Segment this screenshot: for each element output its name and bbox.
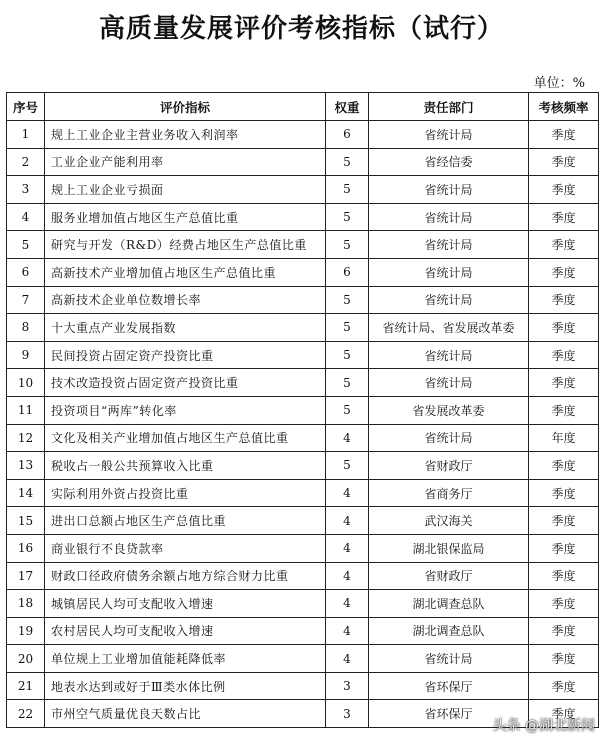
cell-dept: 省统计局 [369, 341, 529, 369]
table-row [7, 562, 599, 590]
cell-name: 市州空气质量优良天数占比 [45, 700, 326, 728]
cell-dept: 省统计局 [369, 231, 529, 259]
cell-freq: 季度 [529, 203, 599, 231]
cell-freq: 季度 [529, 452, 599, 480]
cell-dept: 省统计局、省发展改革委 [369, 314, 529, 342]
cell-freq: 季度 [529, 231, 599, 259]
cell-freq: 季度 [529, 645, 599, 673]
cell-freq: 季度 [529, 700, 599, 728]
cell-dept: 省财政厅 [369, 452, 529, 480]
cell-name: 商业银行不良贷款率 [45, 534, 326, 562]
cell-name: 研究与开发（R&D）经费占地区生产总值比重 [45, 231, 326, 259]
cell-weight: 4 [326, 424, 369, 452]
cell-num: 7 [7, 286, 45, 314]
cell-freq: 季度 [529, 534, 599, 562]
table-row [7, 534, 599, 562]
cell-freq: 季度 [529, 369, 599, 397]
table-row [7, 314, 599, 342]
cell-freq: 季度 [529, 479, 599, 507]
table-row [7, 203, 599, 231]
cell-name: 进出口总额占地区生产总值比重 [45, 507, 326, 535]
cell-dept: 武汉海关 [369, 507, 529, 535]
cell-weight: 4 [326, 507, 369, 535]
cell-name: 服务业增加值占地区生产总值比重 [45, 203, 326, 231]
cell-weight: 6 [326, 121, 369, 149]
cell-dept: 省发展改革委 [369, 396, 529, 424]
indicator-table [6, 92, 599, 728]
cell-name: 规上工业企业主营业务收入利润率 [45, 121, 326, 149]
cell-num: 12 [7, 424, 45, 452]
cell-dept: 省环保厅 [369, 700, 529, 728]
cell-name: 投资项目“两库”转化率 [45, 396, 326, 424]
cell-weight: 3 [326, 700, 369, 728]
cell-num: 4 [7, 203, 45, 231]
table-body [7, 121, 599, 728]
cell-dept: 省统计局 [369, 645, 529, 673]
table-header-row [7, 93, 599, 121]
cell-name: 单位规上工业增加值能耗降低率 [45, 645, 326, 673]
cell-weight: 4 [326, 617, 369, 645]
cell-name: 地表水达到或好于Ⅲ类水体比例 [45, 672, 326, 700]
cell-freq: 季度 [529, 617, 599, 645]
table-row [7, 672, 599, 700]
table-row [7, 396, 599, 424]
cell-num: 9 [7, 341, 45, 369]
cell-freq: 年度 [529, 424, 599, 452]
cell-num: 22 [7, 700, 45, 728]
table-row [7, 590, 599, 618]
table-row [7, 369, 599, 397]
cell-num: 15 [7, 507, 45, 535]
page-title: 高质量发展评价考核指标（试行） [98, 14, 504, 44]
watermark: 头条 @湖北新闻 [492, 718, 595, 734]
cell-dept: 省统计局 [369, 286, 529, 314]
cell-name: 文化及相关产业增加值占地区生产总值比重 [45, 424, 326, 452]
cell-weight: 3 [326, 672, 369, 700]
cell-freq: 季度 [529, 258, 599, 286]
cell-num: 20 [7, 645, 45, 673]
cell-name: 实际利用外资占投资比重 [45, 479, 326, 507]
cell-dept: 省统计局 [369, 424, 529, 452]
cell-weight: 5 [326, 176, 369, 204]
cell-num: 5 [7, 231, 45, 259]
cell-dept: 省经信委 [369, 148, 529, 176]
cell-weight: 6 [326, 258, 369, 286]
cell-weight: 4 [326, 479, 369, 507]
cell-weight: 5 [326, 148, 369, 176]
cell-dept: 湖北银保监局 [369, 534, 529, 562]
cell-name: 高新技术产业增加值占地区生产总值比重 [45, 258, 326, 286]
cell-name: 高新技术企业单位数增长率 [45, 286, 326, 314]
cell-name: 税收占一般公共预算收入比重 [45, 452, 326, 480]
cell-weight: 5 [326, 231, 369, 259]
cell-dept: 省财政厅 [369, 562, 529, 590]
cell-name: 规上工业企业亏损面 [45, 176, 326, 204]
cell-freq: 季度 [529, 148, 599, 176]
table-row [7, 176, 599, 204]
cell-dept: 湖北调查总队 [369, 617, 529, 645]
cell-dept: 湖北调查总队 [369, 590, 529, 618]
cell-num: 13 [7, 452, 45, 480]
cell-num: 14 [7, 479, 45, 507]
cell-weight: 4 [326, 562, 369, 590]
cell-num: 16 [7, 534, 45, 562]
cell-name: 城镇居民人均可支配收入增速 [45, 590, 326, 618]
cell-freq: 季度 [529, 562, 599, 590]
cell-name: 技术改造投资占固定资产投资比重 [45, 369, 326, 397]
cell-freq: 季度 [529, 507, 599, 535]
cell-weight: 4 [326, 645, 369, 673]
cell-num: 21 [7, 672, 45, 700]
cell-freq: 季度 [529, 314, 599, 342]
cell-weight: 5 [326, 396, 369, 424]
cell-dept: 省统计局 [369, 121, 529, 149]
table-row [7, 617, 599, 645]
cell-name: 十大重点产业发展指数 [45, 314, 326, 342]
cell-dept: 省商务厅 [369, 479, 529, 507]
cell-freq: 季度 [529, 590, 599, 618]
cell-dept: 省环保厅 [369, 672, 529, 700]
header-num: 序号 [7, 93, 45, 121]
table-row [7, 452, 599, 480]
cell-weight: 5 [326, 203, 369, 231]
cell-freq: 季度 [529, 121, 599, 149]
cell-num: 11 [7, 396, 45, 424]
cell-num: 18 [7, 590, 45, 618]
cell-weight: 5 [326, 369, 369, 397]
cell-name: 农村居民人均可支配收入增速 [45, 617, 326, 645]
cell-dept: 省统计局 [369, 258, 529, 286]
cell-num: 3 [7, 176, 45, 204]
table-row [7, 645, 599, 673]
cell-num: 1 [7, 121, 45, 149]
cell-weight: 5 [326, 452, 369, 480]
cell-num: 19 [7, 617, 45, 645]
header-name: 评价指标 [45, 93, 326, 121]
cell-freq: 季度 [529, 672, 599, 700]
cell-dept: 省统计局 [369, 203, 529, 231]
cell-freq: 季度 [529, 176, 599, 204]
cell-weight: 4 [326, 534, 369, 562]
header-weight: 权重 [326, 93, 369, 121]
cell-name: 财政口径政府债务余额占地方综合财力比重 [45, 562, 326, 590]
table-row [7, 231, 599, 259]
header-freq: 考核频率 [529, 93, 599, 121]
cell-num: 10 [7, 369, 45, 397]
cell-weight: 4 [326, 590, 369, 618]
cell-weight: 5 [326, 286, 369, 314]
table-row [7, 479, 599, 507]
cell-num: 6 [7, 258, 45, 286]
unit-label: 单位：% [533, 76, 585, 91]
table-row [7, 258, 599, 286]
cell-dept: 省统计局 [369, 369, 529, 397]
cell-num: 8 [7, 314, 45, 342]
header-dept: 责任部门 [369, 93, 529, 121]
cell-num: 2 [7, 148, 45, 176]
table-row [7, 286, 599, 314]
cell-name: 工业企业产能利用率 [45, 148, 326, 176]
cell-dept: 省统计局 [369, 176, 529, 204]
table-row [7, 148, 599, 176]
table-row [7, 121, 599, 149]
table-row [7, 507, 599, 535]
cell-weight: 5 [326, 341, 369, 369]
table-row [7, 424, 599, 452]
cell-name: 民间投资占固定资产投资比重 [45, 341, 326, 369]
cell-freq: 季度 [529, 286, 599, 314]
cell-freq: 季度 [529, 341, 599, 369]
table-row [7, 341, 599, 369]
cell-freq: 季度 [529, 396, 599, 424]
cell-num: 17 [7, 562, 45, 590]
cell-weight: 5 [326, 314, 369, 342]
